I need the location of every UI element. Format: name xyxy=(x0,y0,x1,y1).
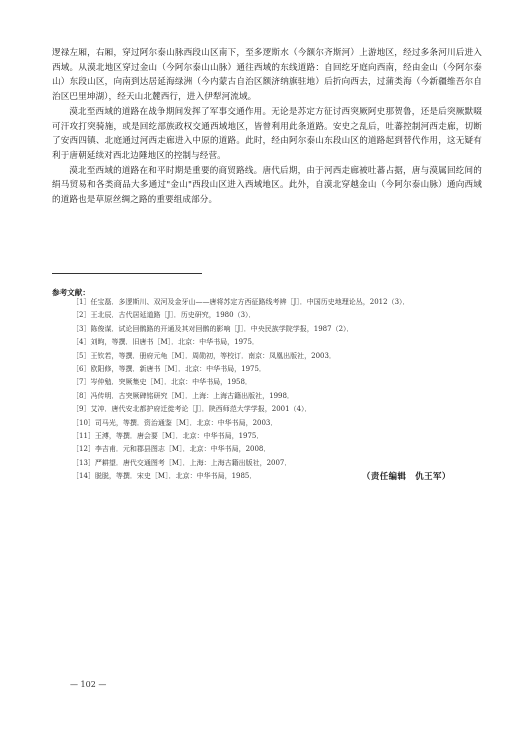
reference-item: ［1］任宝磊．多逻斯川、双河及金牙山——唐将苏定方西征路线考辨［J］．中国历史地理论丛，2012（3）． xyxy=(72,298,410,306)
body-paragraph: 漠北至西域的道路在和平时期是重要的商贸路线。唐代后期，由于河西走廊被吐蕃占据，唐与漠属回纥间的绢马贸易和各类商品大多通过"金山"西段山区进入西域地区。此外，自漠北穿越金山（今阿尔泰山脉）通向西域的道路也是草原丝绸之路的重要组成部分。 xyxy=(52,165,482,206)
references-divider xyxy=(52,273,202,274)
reference-item: ［5］王钦若，等撰．册府元龟［M］．周勋初，等校订．南京：凤凰出版社，2003． xyxy=(72,351,336,360)
references-list xyxy=(72,296,492,484)
reference-item: ［10］司马光，等撰．资治通鉴［M］．北京：中华书局，2003． xyxy=(72,418,278,427)
references-heading: 参考文献： xyxy=(52,288,90,297)
reference-item: ［8］冯传明．古突厥碑铭研究［M］．上海：上海古籍出版社，1998． xyxy=(72,391,294,400)
reference-item: ［4］刘昫，等撰．旧唐书［M］．北京：中华书局，1975． xyxy=(72,338,259,347)
article-body xyxy=(52,46,482,208)
responsible-editor: （责任编辑 仇王军） xyxy=(362,471,451,481)
reference-item: ［6］欧阳修，等撰．新唐书［M］．北京：中华书局，1975． xyxy=(72,365,266,374)
reference-item: ［11］王溥，等撰．唐会要［M］．北京：中华书局，1975． xyxy=(72,432,264,441)
reference-item: ［3］陈俊谋．试论回鹘路的开通及其对回鹘的影响［J］．中央民族学院学报，1987（2）． xyxy=(72,324,354,333)
reference-item: ［7］岑仲勉．突厥集史［M］．北京：中华书局，1958． xyxy=(72,378,252,387)
reference-item: ［14］脱脱，等撰．宋史［M］．北京：中华书局，1985． xyxy=(72,472,257,481)
reference-item: ［2］王北辰．古代居延道路［J］．历史研究，1980（3）． xyxy=(72,311,256,320)
page-number: — 102 — xyxy=(70,680,107,689)
reference-item: ［9］艾冲．唐代安北都护府迁徙考论［J］．陕西师范大学学报，2001（4）． xyxy=(72,405,312,414)
reference-item: ［12］李吉甫．元和郡县图志［M］．北京：中华书局，2008． xyxy=(72,445,271,454)
body-paragraph: 逻禄左厢，右厢，穿过阿尔泰山脉西段山区南下，至多逻斯水（今额尔齐斯河）上游地区，经过多条河川后进入西域。从漠北地区穿过金山（今阿尔泰山山脉）通往西域的东线道路：自回纥牙庭向西南，经由金山（今阿尔泰山）东段山区，向南到达居延海绿洲（今内蒙古自治区额济纳旗驻地）后折向西去，过蒲类海（今新疆维吾尔自治区巴里坤湖），经天山北麓西行，进入伊犁河流域。 xyxy=(52,48,482,103)
reference-item: ［13］严耕望．唐代交通图考［M］．上海：上海古籍出版社，2007． xyxy=(72,458,292,467)
body-paragraph: 漠北至西域的道路在战争期间发挥了军事交通作用。无论是苏定方征讨西突厥阿史那贺鲁，还是后突厥默啜可汗攻打突骑施，或是回纥部族政权交通西域地区，皆曾利用此条道路。安史之乱后，吐蕃控制河西走廊，切断了安西四镇、北庭通过河西走廊进入中原的道路。此时，经由阿尔泰山东段山区的道路起到替代作用，这无疑有利于唐朝延续对西北边陲地区的控制与经营。 xyxy=(52,106,482,161)
